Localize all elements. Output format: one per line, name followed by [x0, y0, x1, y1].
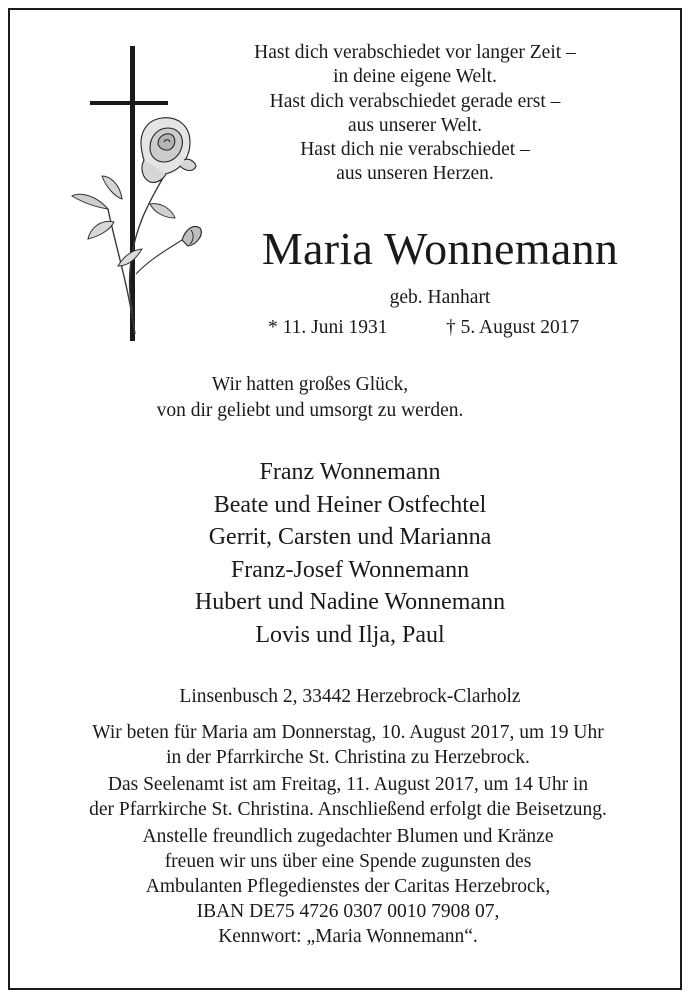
notice-line: Ambulanten Pflegedienstes der Caritas Herzebrock, — [145, 876, 551, 897]
notice-line: Wir beten für Maria am Donnerstag, 10. August 2017, um 19 Uhr — [92, 722, 604, 743]
quote-line: Wir hatten großes Glück, — [211, 374, 409, 395]
poem-line: aus unserer Welt. — [348, 114, 482, 136]
family-address: Linsenbusch 2, 33442 Herzebrock-Clarholz — [179, 686, 521, 707]
notice-line: der Pfarrkirche St. Christina. Anschließend erfolgt die Beisetzung. — [89, 799, 607, 820]
mourner-name: Hubert und Nadine Wonnemann — [194, 589, 506, 616]
funeral-notices — [20, 720, 676, 951]
quote-line: von dir geliebt und umsorgt zu werden. — [156, 399, 464, 421]
iban-line: IBAN DE75 4726 0307 0010 7908 07, — [196, 901, 500, 922]
notice-line: freuen wir uns über eine Spende zugunsten des — [164, 851, 532, 872]
mourner-name: Lovis und Ilja, Paul — [255, 621, 445, 648]
poem-line: Hast dich verabschiedet vor langer Zeit – — [254, 42, 576, 63]
deceased-name: Maria Wonnemann — [261, 223, 619, 274]
birth-date: * 11. Juni 1931 — [268, 317, 388, 338]
death-date: † 5. August 2017 — [446, 317, 580, 338]
birth-name: geb. Hanhart — [389, 287, 491, 308]
prayer-notice — [20, 720, 676, 770]
poem-line: aus unseren Herzen. — [336, 163, 494, 185]
mourners-list — [130, 456, 570, 652]
poem — [225, 41, 605, 187]
mourner-name: Gerrit, Carsten und Marianna — [208, 524, 492, 551]
mourner-name: Franz Wonnemann — [259, 459, 441, 485]
notice-line: Anstelle freundlich zugedachter Blumen und Kränze — [142, 826, 554, 847]
mourner-name: Franz-Josef Wonnemann — [230, 556, 470, 583]
cross-with-rose-icon — [70, 44, 220, 349]
notice-line: Kennwort: „Maria Wonnemann“. — [218, 926, 478, 947]
obituary-frame — [8, 8, 682, 990]
notice-line: in der Pfarrkirche St. Christina zu Herzebrock. — [166, 747, 530, 768]
donation-notice — [20, 824, 676, 949]
notice-line: Das Seelenamt ist am Freitag, 11. August 2017, um 14 Uhr in — [107, 774, 589, 795]
requiem-notice — [20, 772, 676, 822]
life-dates — [10, 315, 680, 341]
family-quote — [110, 372, 510, 423]
poem-line: Hast dich verabschiedet gerade erst – — [269, 90, 561, 112]
poem-line: Hast dich nie verabschiedet – — [300, 139, 530, 161]
mourner-name: Beate und Heiner Ostfechtel — [213, 491, 487, 518]
poem-line: in deine eigene Welt. — [333, 66, 497, 88]
